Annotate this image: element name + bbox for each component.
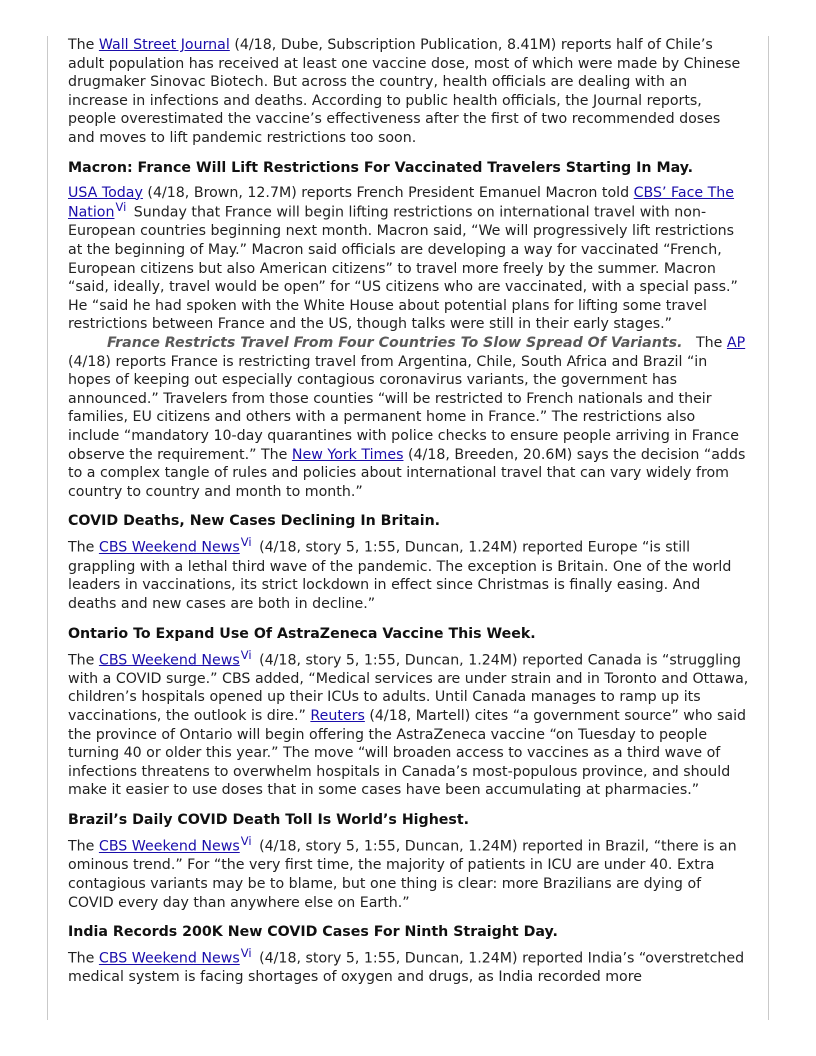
- france-variants-paragraph: [68, 334, 750, 501]
- cbs-weekend-news-link[interactable]: CBS Weekend News: [98, 540, 240, 557]
- cbs-weekend-news-link[interactable]: CBS Weekend News: [98, 950, 240, 967]
- india-text: (4/18, story 5, 1:55, Duncan, 1.24M) reported India’s “overstretched medical system is facing shortages of oxygen and drugs, as India recorded more: [68, 950, 745, 986]
- macron-headline: Macron: France Will Lift Restrictions For Vaccinated Travelers Starting In May.: [68, 159, 694, 176]
- pre-text: The: [68, 950, 99, 967]
- video-icon[interactable]: Vi: [240, 535, 252, 550]
- pre-text: The: [696, 335, 727, 352]
- macron-text-1: (4/18, Brown, 12.7M) reports French President Emanuel Macron told: [142, 184, 634, 201]
- france-variants-subhead: France Restricts Travel From Four Countries To Slow Spread Of Variants.: [107, 335, 683, 352]
- brazil-paragraph: [68, 833, 750, 912]
- wsj-link[interactable]: Wall Street Journal: [98, 37, 230, 53]
- reuters-link[interactable]: Reuters: [310, 708, 365, 725]
- cbs-weekend-news-link[interactable]: CBS Weekend News: [98, 838, 240, 855]
- cbs-weekend-news-link[interactable]: CBS Weekend News: [98, 652, 240, 669]
- india-headline: India Records 200K New COVID Cases For Ninth Straight Day.: [68, 924, 558, 941]
- cbs-face-the-nation-link[interactable]: CBS’ Face The Nation: [68, 184, 735, 221]
- right-margin-rule: [768, 36, 769, 1020]
- macron-text-2: Sunday that France will begin lifting restrictions on international travel with non-European countries beginning next month. Macron said, “We will progressively lift restrictions at the beginning of May.” Macron said officials are developing a way for vaccinated “French, European citizens but also American citizens” to travel more freely by the summer. Macron “said, ideally, travel would be open” for “US citizens who are vaccinated, with a special pass.” He “said he had spoken with the White House about potential plans for lifting some travel restrictions between France and the US, though talks were still in their early stages.”: [68, 204, 738, 333]
- nyt-link[interactable]: New York Times: [291, 446, 404, 463]
- nyt-text: (4/18, Breeden, 20.6M) says the decision “adds to a complex tangle of rules and policies about international travel that can vary widely from country to country and month to month.”: [68, 446, 746, 500]
- pre-text: The: [68, 838, 99, 855]
- usa-today-link[interactable]: USA Today: [68, 184, 143, 201]
- left-margin-rule: [47, 36, 48, 1020]
- britain-headline: COVID Deaths, New Cases Declining In Britain.: [68, 513, 441, 530]
- video-icon[interactable]: Vi: [240, 647, 252, 662]
- ontario-headline: Ontario To Expand Use Of AstraZeneca Vaccine This Week.: [68, 625, 536, 642]
- pre-text: The: [68, 540, 99, 557]
- india-paragraph: [68, 948, 750, 987]
- video-icon[interactable]: Vi: [240, 833, 252, 848]
- ontario-paragraph: [68, 647, 750, 800]
- video-icon[interactable]: Vi: [240, 946, 252, 961]
- macron-paragraph: [68, 184, 750, 334]
- ontario-text-2: (4/18, Martell) cites “a government source” who said the province of Ontario will begin offering the AstraZeneca vaccine “on Tuesday to people turning 40 or older this year.” The move “will broaden access to vaccines as a third wave of infections threatens to overwhelm hospitals in Canada’s most-populous province, and should make it easier to use doses that in some cases have been accumulating at pharmacies.”: [68, 708, 747, 799]
- brazil-text: (4/18, story 5, 1:55, Duncan, 1.24M) reported in Brazil, “there is an ominous trend.” For “the very first time, the majority of patients in ICU are under 40. Extra contagious variants may be to blame, but one thing is clear: more Brazilians are dying of COVID every day than anywhere else on Earth.”: [68, 838, 737, 911]
- video-icon[interactable]: Vi: [115, 200, 127, 215]
- brazil-headline: Brazil’s Daily COVID Death Toll Is World’s Highest.: [68, 811, 470, 828]
- pre-text: The: [68, 37, 99, 53]
- france-text: (4/18) reports France is restricting travel from Argentina, Chile, South Africa and Brazil “in hopes of keeping out especially contagious coronavirus variants, the government has announced.” Travelers from those counties “will be restricted to French nationals and their families, EU citizens and others with a permanent home in France.” The restrictions also include “mandatory 10-day quarantines with police checks to ensure people arriving in France observe the requirement.” The: [68, 353, 739, 463]
- article-body: [68, 36, 750, 987]
- chile-paragraph: [68, 36, 750, 148]
- britain-text: (4/18, story 5, 1:55, Duncan, 1.24M) reported Europe “is still grappling with a lethal third wave of the pandemic. The exception is Britain. One of the world leaders in vaccinations, its strict lockdown in effect since Christmas is finally easing. And deaths and new cases are both in decline.”: [68, 540, 732, 612]
- britain-paragraph: [68, 537, 750, 613]
- pre-text: The: [68, 652, 99, 669]
- chile-text: (4/18, Dube, Subscription Publication, 8.41M) reports half of Chile’s adult population has received at least one vaccine dose, most of which were made by Chinese drugmaker Sinovac Biotech. But across the country, health officials are dealing with an increase in infections and deaths. According to public health officials, the Journal reports, people overestimated the vaccine’s effectiveness after the first of two recommended doses and moves to lift pandemic restrictions too soon.: [68, 37, 741, 146]
- ap-link[interactable]: AP: [726, 335, 746, 352]
- ontario-text-1: (4/18, story 5, 1:55, Duncan, 1.24M) reported Canada is “struggling with a COVID surge.” CBS added, “Medical services are under strain and in Toronto and Ottawa, children’s hospitals opened up their ICUs to adults. Until Canada manages to ramp up its vaccinations, the outlook is dire.”: [68, 652, 749, 725]
